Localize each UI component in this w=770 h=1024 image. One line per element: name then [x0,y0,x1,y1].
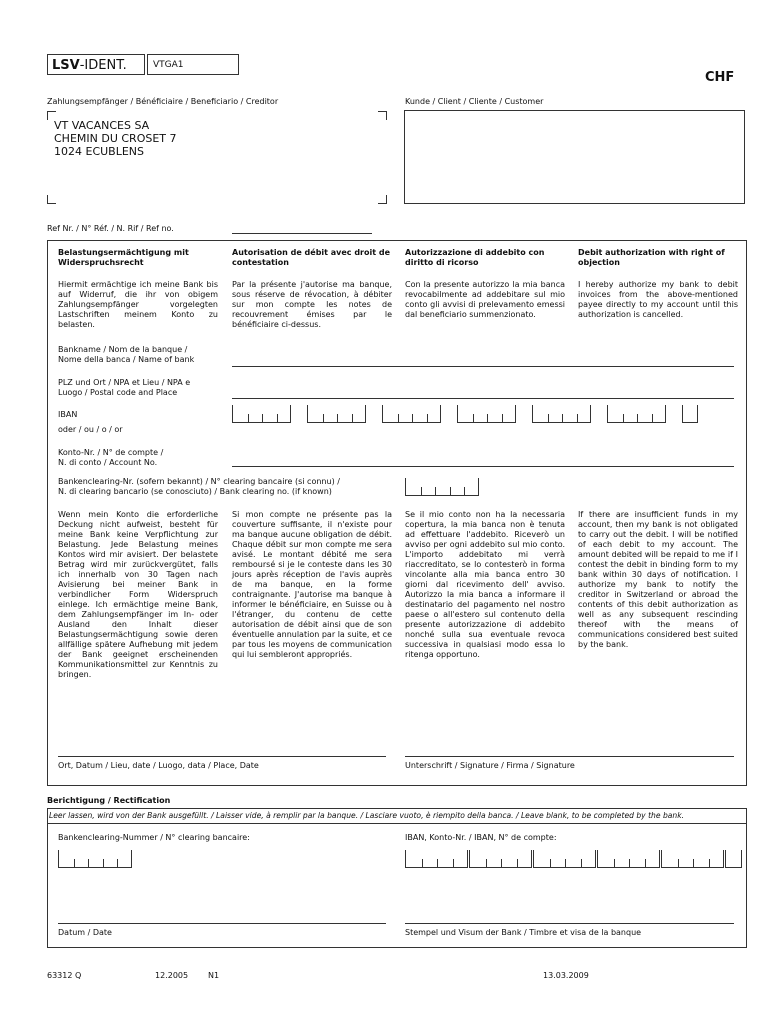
ref-label: Ref Nr. / N° Réf. / N. Rif / Ref no. [47,224,174,233]
creditor-label: Zahlungsempfänger / Bénéficiaire / Beneficiario / Creditor [47,97,279,106]
ident-value-box[interactable] [147,54,239,75]
corner-mark-bl [47,195,56,204]
signature-label: Unterschrift / Signature / Firma / Signature [405,761,575,770]
creditor-line-3: 1024 ECUBLENS [54,145,145,158]
footer-edition: 12.2005 [155,971,189,980]
iban-label-2: oder / ou / o / or [58,425,123,434]
char-box-divider [693,859,694,868]
customer-box[interactable] [404,110,745,204]
rectification-note [47,808,747,824]
char-box-divider [550,859,551,868]
bank-name-label-1: Bankname / Nom de la banque / [58,345,188,354]
char-box-divider [581,859,582,868]
char-box-divider [398,414,399,423]
auth-title-it: Autorizzazione di addebito con diritto di ricorso [405,248,545,267]
currency-label: CHF [705,70,735,85]
creditor-line-1: VT VACANCES SA [54,119,150,132]
auth-text-fr: Par la présente j'autorise ma banque, sous réserve de révocation, à débiter sur mon compte les notes de recouvrement émises par le bénéficiaire ci-dessus. [232,280,392,329]
char-box-divider [412,414,413,423]
account-label [58,448,163,468]
rect-iban-input[interactable] [405,850,740,868]
signature-line[interactable] [405,756,734,757]
footer-code: N1 [208,971,220,980]
conditions-en: If there are insufficient funds in my account, then my bank is not obligated to carry out the debit. I will be notified of each debit to my account. The amount debited will be repaid to me if I contest the debit in binding form to my bank within 30 days of notification. I authorize my bank to notify the creditor in Switzerland or abroad the contents of this debit authorization as well as any subsequent rescinding thereof with the means of communications considered best suited by the bank. [578,510,738,649]
char-box-divider [577,414,578,423]
char-box-divider [427,414,428,423]
account-line[interactable] [232,466,734,467]
rect-stamp-label: Stempel und Visum der Bank / Timbre et visa de la banque [405,928,642,937]
rectification-title: Berichtigung / Rectification [47,796,171,805]
clearing-label-2: N. di clearing bancario (se conosciuto) / Bank clearing no. (if known) [58,487,332,496]
conditions-fr: Si mon compte ne présente pas la couverture suffisante, il n'existe pour ma banque aucune obligation de débit. Chaque débit sur mon compte me sera avisé. Le montant débité me sera remboursé si je le conteste dans les 30 jours après réception de l'avis auprès de ma banque, en la forme contraignante. J'autorise ma banque à informer le bénéficiaire, en Suisse ou à l'étranger, du contenu de cette autorisation de débit ainsi que de son éventuelle annulation par la suite, et ce par tous les moyens de communication qui lui sembleront appropriés. [232,510,392,659]
char-box-group[interactable] [405,850,468,868]
char-box-divider [652,414,653,423]
lsv-ident-box [47,54,145,75]
creditor-line-2: CHEMIN DU CROSET 7 [54,132,177,145]
iban-label-1: IBAN [58,410,78,419]
char-box-divider [548,414,549,423]
char-box-divider [262,414,263,423]
char-box-divider [450,487,451,496]
char-box-group[interactable] [532,405,591,423]
char-box-group[interactable] [382,405,441,423]
corner-mark-tr [378,111,387,120]
char-box-divider [248,414,249,423]
plz-label-2: Luogo / Postal code and Place [58,388,178,397]
plz-label [58,378,190,398]
clearing-label-1: Bankenclearing-Nr. (sofern bekannt) / N° clearing bancaire (si connu) / [58,477,340,486]
ident-value: VTGA1 [153,60,184,70]
auth-text-en: I hereby authorize my bank to debit invoices from the above-mentioned payee directly to my account until this authorization is cancelled. [578,280,738,319]
char-box-divider [645,859,646,868]
clearing-label [58,477,340,497]
char-box-divider [614,859,615,868]
rect-date-label: Datum / Date [58,928,112,937]
rect-clearing-label: Bankenclearing-Nummer / N° clearing bancaire: [58,833,250,842]
bank-name-label-2: Nome della banca / Name of bank [58,355,195,364]
char-box-divider [74,859,75,868]
account-label-2: N. di conto / Account No. [58,458,158,467]
footer-date: 13.03.2009 [543,971,589,980]
char-box-divider [117,859,118,868]
lsv-label-bold: LSV [52,58,80,73]
auth-title-de: Belastungsermächtigung mit Widerspruchsrecht [58,248,189,267]
iban-label [58,410,123,435]
char-box-divider [562,414,563,423]
footer-form-number: 63312 Q [47,971,82,980]
char-box-divider [437,859,438,868]
char-box-divider [352,414,353,423]
char-box-group[interactable] [405,478,479,496]
char-box-divider [502,414,503,423]
char-box-group[interactable] [533,850,596,868]
char-box-divider [453,859,454,868]
rect-iban-label: IBAN, Konto-Nr. / IBAN, N° de compte: [405,833,557,842]
char-box-divider [565,859,566,868]
lsv-label-rest: -IDENT. [79,58,127,73]
char-box-divider [487,414,488,423]
auth-text-it: Con la presente autorizzo la mia banca revocabilmente ad addebitare sul mio conto gli avvisi di prelevamento emessi dal beneficiario summenzionato. [405,280,565,319]
auth-title-en: Debit authorization with right of objection [578,248,725,267]
plz-line[interactable] [232,398,734,399]
place-date-line[interactable] [58,756,386,757]
char-box-divider [277,414,278,423]
char-box-divider [629,859,630,868]
char-box-group[interactable] [725,850,742,868]
char-box-divider [421,487,422,496]
char-box-group[interactable] [607,405,666,423]
char-box-divider [473,414,474,423]
rect-stamp-line[interactable] [405,923,734,924]
place-date-label: Ort, Datum / Lieu, date / Luogo, data / Place, Date [58,761,259,770]
corner-mark-br [378,195,387,204]
char-box-divider [678,859,679,868]
account-label-1: Konto-Nr. / N° de compte / [58,448,164,457]
char-box-group[interactable] [597,850,660,868]
auth-text-de: Hiermit ermächtige ich meine Bank bis auf Widerruf, die ihr von obigem Zahlungsempfänger vorgelegten Lastschriften meinem Konto zu belasten. [58,280,218,329]
char-box-group[interactable] [469,850,532,868]
bank-name-label [58,345,194,365]
auth-title-fr: Autorisation de débit avec droit de contestation [232,248,391,267]
conditions-it: Se il mio conto non ha la necessaria copertura, la mia banca non è tenuta ad effettuare l'addebito. Riceverò un avviso per ogni addebito sul mio conto. L'importo addebitato mi verrà riaccreditato, se lo contesterò in forma vincolante alla mia banca entro 30 giorni dal ricevimento dell' avviso. Autorizzo la mia banca a informare il destinatario del pagamento nel nostro paese o all'estero sul contenuto della presente autorizzazione di addebito nonché sulla sua eventuale revoca successiva in qualsiasi modo essa lo ritenga opportuno. [405,510,565,659]
rect-date-line[interactable] [58,923,386,924]
char-box-group[interactable] [682,405,698,423]
char-box-divider [486,859,487,868]
char-box-divider [464,487,465,496]
bank-name-line[interactable] [232,366,734,367]
char-box-divider [623,414,624,423]
char-box-divider [709,859,710,868]
char-box-divider [435,487,436,496]
creditor-address [54,119,177,158]
plz-label-1: PLZ und Ort / NPA et Lieu / NPA e [58,378,191,387]
rectification-note-text: Leer lassen, wird von der Bank ausgefüllt. / Laisser vide, à remplir par la banque. / Lasciare vuoto, è riempito della banca. / Leave blank, to be completed by the bank. [49,811,685,820]
char-box-group[interactable] [457,405,516,423]
rectification-section [47,808,747,948]
char-box-divider [103,859,104,868]
char-box-group[interactable] [58,850,132,868]
customer-label: Kunde / Client / Cliente / Customer [405,97,544,106]
char-box-divider [422,859,423,868]
char-box-group[interactable] [232,405,291,423]
char-box-divider [337,414,338,423]
char-box-divider [637,414,638,423]
char-box-divider [323,414,324,423]
conditions-de: Wenn mein Konto die erforderliche Deckung nicht aufweist, besteht für meine Bank keine Verpflichtung zur Belastung. Jede Belastung meines Kontos wird mir avisiert. Der belastete Betrag wird mir zurückvergütet, falls ich innerhalb von 30 Tagen nach Avisierung bei meiner Bank in verbindlicher Form Widerspruch einlege. Ich ermächtige meine Bank, dem Zahlungsempfänger im In- oder Ausland den Inhalt dieser Belastungsermächtigung sowie deren allfällige spätere Aufhebung mit jedem der Bank geeignet erscheinenden Kommunikationsmittel zur Kenntnis zu bringen. [58,510,218,679]
iban-input[interactable] [232,405,742,423]
char-box-group[interactable] [307,405,366,423]
char-box-divider [501,859,502,868]
ref-line [232,233,372,234]
rect-clearing-input[interactable] [58,850,138,868]
char-box-divider [517,859,518,868]
char-box-group[interactable] [661,850,724,868]
char-box-divider [88,859,89,868]
clearing-input[interactable] [405,478,481,496]
